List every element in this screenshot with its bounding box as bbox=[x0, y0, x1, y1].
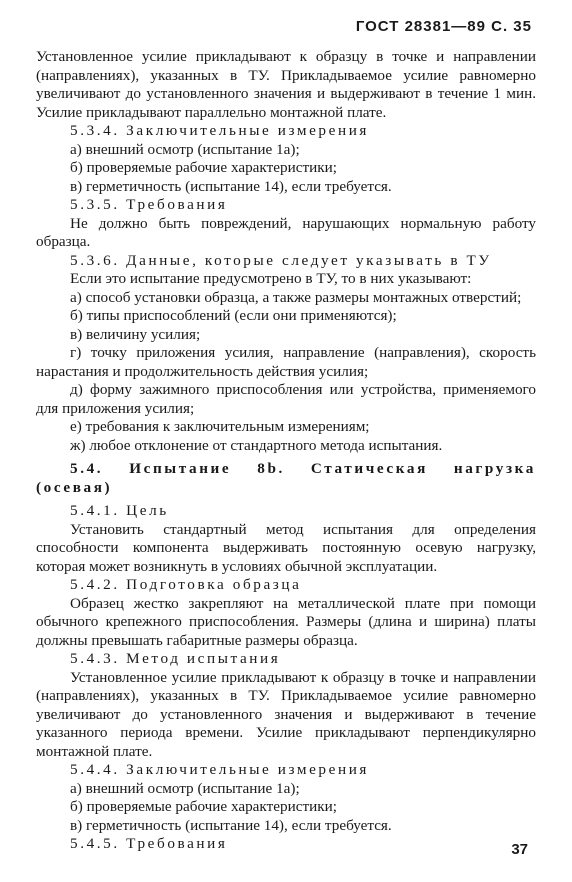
list-item: б) проверяемые рабочие характеристики; bbox=[70, 159, 337, 176]
section-heading: 5.4.2. Подготовка образца bbox=[70, 576, 302, 593]
list-item: ж) любое отклонение от стандартного метода испытания. bbox=[70, 436, 443, 454]
paragraph: Установленное усилие прикладывают к образцу в точке и направлении (направлениях), указанных в ТУ. Прикладываемое усилие равномерно увеличивают до установленного значения и выдерживают в течение указанного периода времени. Усилие прикладывают перпендикулярно монтажной плате. bbox=[36, 668, 536, 760]
page-number: 37 bbox=[511, 841, 528, 858]
section-heading: 5.3.4. Заключительные измерения bbox=[70, 122, 370, 139]
list-item: а) способ установки образца, а также размеры монтажных отверстий; bbox=[70, 288, 522, 306]
section-title: 5.4. Испытание 8b. Статическая нагрузка (осевая) bbox=[36, 460, 536, 496]
list-item: в) герметичность (испытание 14), если требуется. bbox=[70, 177, 392, 195]
section-heading: 5.4.4. Заключительные измерения bbox=[70, 761, 370, 778]
list-item: в) величину усилия; bbox=[70, 325, 201, 343]
paragraph: Установить стандартный метод испытания для определения способности компонента выдерживать постоянную осевую нагрузку, которая может возникнуть в условиях обычной эксплуатации. bbox=[36, 520, 536, 575]
section-heading: 5.4.1. Цель bbox=[70, 502, 169, 519]
section-heading: 5.3.5. Требования bbox=[70, 196, 228, 213]
list-item: а) внешний осмотр (испытание 1а); bbox=[70, 140, 300, 158]
paragraph: Если это испытание предусмотрено в ТУ, то в них указывают: bbox=[70, 270, 472, 287]
document-body bbox=[36, 48, 536, 854]
paragraph: Установленное усилие прикладывают к образцу в точке и направлении (направлениях), указанных в ТУ. Прикладываемое усилие равномерно увеличивают до установленного значения и выдерживают в течение 1 мин. Усилие прикладывают параллельно монтажной плате. bbox=[36, 48, 536, 121]
list-item: б) проверяемые рабочие характеристики; bbox=[70, 798, 337, 815]
section-heading: 5.4.3. Метод испытания bbox=[70, 650, 281, 667]
section-heading: 5.3.6. Данные, которые следует указывать в ТУ bbox=[70, 251, 492, 269]
list-item: г) точку приложения усилия, направление (направления), скорость нарастания и продолжительность действия усилия; bbox=[36, 344, 536, 380]
paragraph: Образец жестко закрепляют на металлической плате при помощи обычного крепежного приспособления. Размеры (длина и ширина) платы должны превышать габаритные размеры образца. bbox=[36, 594, 536, 649]
page-header: ГОСТ 28381—89 С. 35 bbox=[355, 18, 532, 35]
list-item: д) форму зажимного приспособления или устройства, применяемого для приложения усилия; bbox=[36, 381, 536, 417]
section-heading: 5.4.5. Требования bbox=[70, 835, 228, 852]
list-item: а) внешний осмотр (испытание 1а); bbox=[70, 779, 300, 797]
paragraph: Не должно быть повреждений, нарушающих нормальную работу образца. bbox=[36, 214, 536, 250]
list-item: б) типы приспособлений (если они применяются); bbox=[70, 307, 397, 324]
list-item: е) требования к заключительным измерениям; bbox=[70, 418, 370, 435]
list-item: в) герметичность (испытание 14), если требуется. bbox=[70, 816, 392, 834]
